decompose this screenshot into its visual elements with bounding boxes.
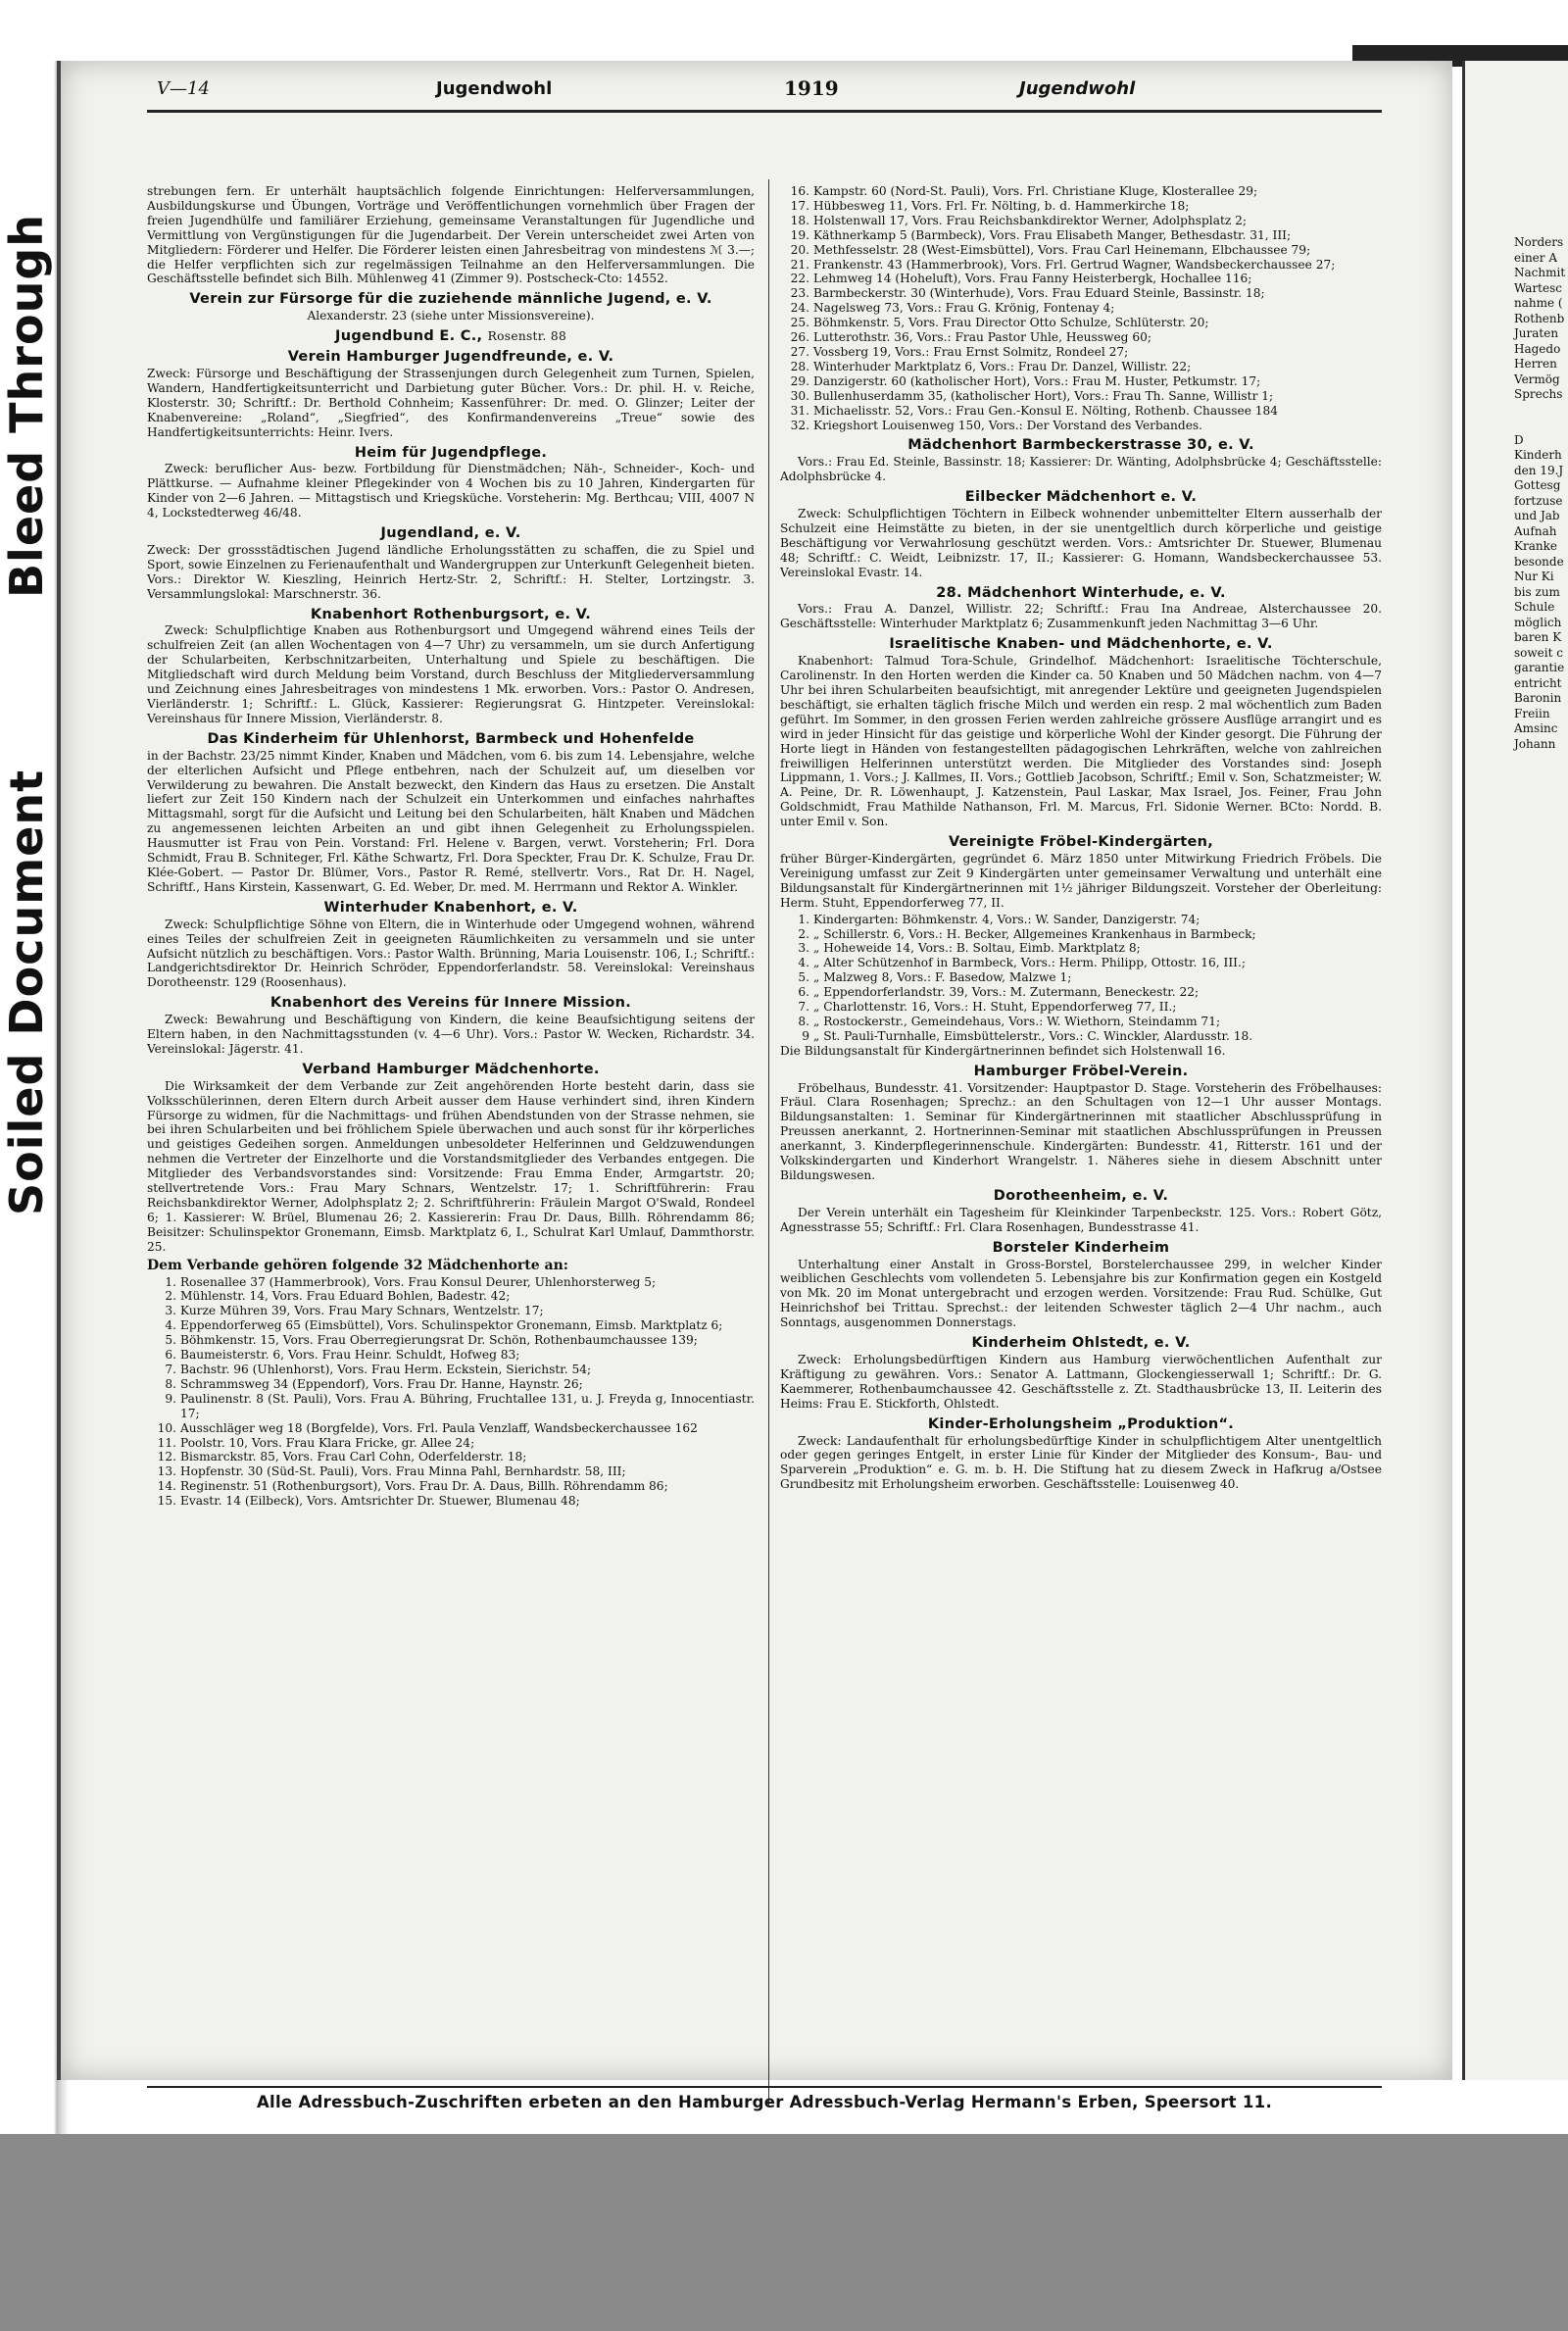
list-item <box>147 1494 755 1509</box>
facing-page-line: Kranke <box>1514 539 1557 553</box>
facing-page-text <box>1465 61 1568 752</box>
facing-page-line: soweit c <box>1514 645 1563 660</box>
list-item <box>780 184 1382 199</box>
section-text: Zweck: Bewahrung und Beschäftigung von Kindern, die keine Beaufsichtigung seitens der Eltern haben, in den Nachmittagsstunden (v. 4—6 Uhr). Vors.: Pastor W. Wecken, Richardstr. 34. Vereinslokal: Jägerstr. 41. <box>147 1013 755 1056</box>
list-item <box>780 941 1382 956</box>
list-item-number: 2. <box>798 926 809 941</box>
list-item-text: Hübbesweg 11, Vors. Frl. Fr. Nölting, b. d. Hammerkirche 18; <box>813 198 1190 213</box>
list-item <box>147 1421 755 1436</box>
list-item-text: Kindergarten: Böhmkenstr. 4, Vors.: W. Sander, Danzigerstr. 74; <box>813 912 1200 926</box>
running-title-right: Jugendwohl <box>1019 78 1136 99</box>
list-item-number: 7. <box>165 1362 176 1376</box>
facing-page-line: den 19.J <box>1514 463 1564 477</box>
section-title: Vereinigte Fröbel-Kindergärten, <box>948 834 1214 851</box>
section-address: Rosenstr. 88 <box>487 329 566 344</box>
list-item <box>780 316 1382 330</box>
page-number: V—14 <box>157 78 210 99</box>
header-rule <box>147 110 1382 113</box>
section-title: Borsteler Kinderheim <box>992 1239 1170 1256</box>
list-item-text: Paulinenstr. 8 (St. Pauli), Vors. Frau A. Bühring, Fruchtallee 131, u. J. Freyda g, Innocentiastr. 17; <box>180 1391 755 1420</box>
list-item <box>780 913 1382 927</box>
list-item <box>780 1029 1382 1044</box>
list-item-number: 32. <box>790 418 809 432</box>
section-title: Verband Hamburger Mädchenhorte. <box>302 1061 600 1077</box>
facing-page-line: Sprechs <box>1514 387 1563 401</box>
facing-page-line: Rothenb <box>1514 311 1565 325</box>
list-item-text: Danzigerstr. 60 (katholischer Hort), Vors.: Frau M. Huster, Petkumstr. 17; <box>813 373 1261 388</box>
list-item-number: 1. <box>165 1274 176 1289</box>
list-item <box>780 374 1382 389</box>
section-title: Verein zur Fürsorge für die zuziehende männliche Jugend, e. V. <box>189 291 712 308</box>
list-item-text: Barmbeckerstr. 30 (Winterhude), Vors. Frau Eduard Steinle, Bassinstr. 18; <box>813 286 1265 301</box>
list-item-text: Lehmweg 14 (Hoheluft), Vors. Frau Fanny Heisterbergk, Hochallee 116; <box>813 272 1252 286</box>
list-item <box>147 1304 755 1318</box>
facing-page-line: Freiin <box>1514 706 1550 720</box>
section-text: Zweck: Landaufenthalt für erholungsbedürftige Kinder in schulpflichtigem Alter unentgeltlich oder gegen geringes Entgelt, in erster Linie für Kinder der Mitglieder des Konsum-, Bau- und Sparverein „Produktion“ e. G. m. b. H. Die Stiftung hat zu diesem Zweck in Hafkrug a/Ostsee Grundbesitz mit Erholungsheim erworben. Geschäftsstelle: Louisenweg 40. <box>780 1433 1382 1492</box>
list-item-text: Nagelsweg 73, Vors.: Frau G. Krönig, Fontenay 4; <box>813 301 1115 316</box>
section-title: Kinderheim Ohlstedt, e. V. <box>971 1335 1191 1352</box>
section-title: Knabenhort Rothenburgsort, e. V. <box>310 606 592 622</box>
facing-page-line: garantie <box>1514 661 1565 674</box>
list-item-number: 6. <box>798 985 809 1000</box>
running-title-left: Jugendwohl <box>436 78 553 99</box>
list-item-text: Frankenstr. 43 (Hammerbrook), Vors. Frl. Gertrud Wagner, Wandsbeckerchaussee 27; <box>813 257 1336 272</box>
list-item <box>780 389 1382 404</box>
facing-page-line: Johann <box>1514 736 1556 751</box>
list-item <box>780 214 1382 228</box>
list-item <box>147 1392 755 1421</box>
list-item-number: 2. <box>165 1289 176 1304</box>
list-item-number: 31. <box>790 403 809 418</box>
list-item-number: 25. <box>790 316 809 330</box>
list-item-number: 5. <box>165 1333 176 1348</box>
list-item-text: Böhmkenstr. 15, Vors. Frau Oberregierungsrat Dr. Schön, Rothenbaumchaussee 139; <box>180 1333 698 1348</box>
list-item <box>147 1363 755 1377</box>
column-divider <box>768 179 769 2106</box>
list-item-number: 3. <box>798 941 809 956</box>
list-item-text: Poolstr. 10, Vors. Frau Klara Fricke, gr. Allee 24; <box>180 1435 475 1450</box>
list-item-number: 4. <box>798 956 809 970</box>
list-item-number: 15. <box>157 1494 176 1509</box>
list-item <box>780 199 1382 214</box>
list-heading: Dem Verbande gehören folgende 32 Mädchenhorte an: <box>147 1257 568 1273</box>
list-item-text: Kampstr. 60 (Nord-St. Pauli), Vors. Frl. Christiane Kluge, Klosterallee 29; <box>813 184 1258 198</box>
facing-page-line <box>1514 403 1568 419</box>
scan-top-margin <box>0 0 1568 61</box>
list-item-number: 17. <box>790 198 809 213</box>
hort-list-right <box>780 184 1382 432</box>
facing-page-line: möglich <box>1514 615 1562 629</box>
list-item-number: 9 <box>802 1028 809 1043</box>
list-item-text: „ Malzweg 8, Vors.: F. Basedow, Malzwe 1; <box>813 970 1072 985</box>
list-item-number: 9. <box>165 1391 176 1406</box>
list-item-text: Michaelisstr. 52, Vors.: Frau Gen.-Konsul E. Nölting, Rothenb. Chaussee 184 <box>813 403 1279 418</box>
list-item <box>780 404 1382 419</box>
list-item <box>780 258 1382 273</box>
list-item <box>780 301 1382 316</box>
list-item-number: 24. <box>790 301 809 316</box>
list-item <box>780 228 1382 243</box>
list-item-text: „ St. Pauli-Turnhalle, Eimsbüttelerstr., Vors.: C. Winckler, Alardusstr. 18. <box>813 1028 1253 1043</box>
section-text: Unterhaltung einer Anstalt in Gross-Borstel, Borstelerchaussee 299, in welcher Kinder weiblichen Geschlechts vom vollendeten 5. Lebensjahre bis zur Konfirmation gegen ein Kostgeld von Mk. 20 im Monat untergebracht und erzogen werden. Vorsitzende: Frau Rud. Schülke, Gut Heinrichshof bei Trittau. Sprechst.: der leitenden Schwester täglich 2—4 Uhr nachm., auch Sonntags, ausgenommen Donnerstags. <box>780 1257 1382 1330</box>
list-item-text: Baumeisterstr. 6, Vors. Frau Heinr. Schuldt, Hofweg 83; <box>180 1348 520 1363</box>
list-item-text: Kriegshort Louisenweg 150, Vors.: Der Vorstand des Verbandes. <box>813 418 1203 432</box>
list-item-text: Eppendorferweg 65 (Eimsbüttel), Vors. Schulinspektor Gronemann, Eimsb. Marktplatz 6; <box>180 1318 723 1333</box>
list-item-number: 10. <box>157 1420 176 1435</box>
list-item <box>780 330 1382 345</box>
section-text: Fröbelhaus, Bundesstr. 41. Vorsitzender: Hauptpastor D. Stage. Vorsteherin des Fröbelhauses: Fräul. Clara Rosenhagen; Sprechz.: an den Schultagen von 12—1 Uhr ausser Montags. Bildungsanstalten: 1. Seminar für Kindergärtnerinnen mit staatlicher Abschlussprüfung in Preussen anerkannt, 2. Hortnerinnen-Seminar mit staatlichen Abschlussprüfungen in Preussen anerkannt, 3. Kinderpflegerinnenschule. Kindergärten: Bundesstr. 41, Ritterstr. 161 und der Volkskindergarten und Kinderhort Wrangelstr. 1. Näheres siehe in diesem Abschnitt unter Bildungswesen. <box>780 1080 1382 1182</box>
facing-page-line: D <box>1514 432 1524 447</box>
list-item <box>780 956 1382 970</box>
facing-page-line: Nachmit <box>1514 266 1566 279</box>
section-title: 28. Mädchenhort Winterhude, e. V. <box>936 584 1226 601</box>
section-title: Knabenhort des Vereins für Innere Mission. <box>270 995 632 1012</box>
list-item <box>147 1333 755 1348</box>
section-text: in der Bachstr. 23/25 nimmt Kinder, Knaben und Mädchen, vom 6. bis zum 14. Lebensjahre, welche der elterlichen Aufsicht und Pflege entbehren, nach der Schulzeit auf, um dieselben vor Verwilderung zu bewahren. Die Anstalt bezweckt, den Kindern das Haus zu ersetzen. Die Anstalt liefert zur Zeit 150 Kindern nach der Schulzeit ein Unterkommen und einfaches nahrhaftes Mittagsmahl, sorgt für die Aufsicht und Leitung bei den Schularbeiten, hält Knaben und Mädchen zu angemessenen leichten Arbeiten an und gibt ihnen Gelegenheit zu Erholungsspielen. Hausmutter ist Frau von Pein. Vorstand: Frl. Helene v. Bargen, verwt. Vorsteherin; Frl. Dora Schmidt, Frau B. Schniteger, Frl. Käthe Schwartz, Frl. Dora Speckter, Frau Dr. K. Schulze, Frau Dr. Klée-Gobert. — Pastor Dr. Blümer, Vors., Pastor R. Remé, stellvertr. Vors., Rat Dr. H. Nagel, Schriftf., Hans Kirstein, Kassenwart, G. Ed. Weber, Dr. med. M. Herrmann und Rektor A. Winkler. <box>147 748 755 894</box>
list-item-text: Bismarckstr. 85, Vors. Frau Carl Cohn, Oderfelderstr. 18; <box>180 1450 527 1464</box>
list-item <box>147 1289 755 1304</box>
list-item <box>147 1450 755 1464</box>
list-item <box>147 1377 755 1392</box>
section-text: Zweck: Schulpflichtige Knaben aus Rothenburgsort und Umgegend während eines Teils der schulfreien Zeit (an allen Wochentagen von 4—7 Uhr) zu versammeln, um sie durch Anfertigung der Schularbeiten, Kerbschnitzarbeiten, Unterhaltung und Spiele zu beschäftigen. Die Mitgliedschaft wird durch Meldung beim Vorstand, durch Beschluss der Mitgliederversammlung und Zeichnung eines Jahresbeitrages von mindestens 1 Mk. erworben. Vors.: Pastor O. Andresen, Vierländerstr. 1; Schriftf.: L. Glück, Kassierer: Regierungsrat G. Hintzpeter. Vereinslokal: Vereinshaus für Innere Mission, Vierländerstr. 8. <box>147 623 755 725</box>
section-text: Vors.: Frau A. Danzel, Willistr. 22; Schriftf.: Frau Ina Andreae, Alsterchaussee 20. Geschäftsstelle: Winterhuder Marktplatz 6; Zusammenkunft jeden Nachmittag 3—6 Uhr. <box>780 602 1382 631</box>
facing-page-line: bis zum <box>1514 584 1560 599</box>
list-item-text: Ausschläger weg 18 (Borgfelde), Vors. Frl. Paula Venzlaff, Wandsbeckerchaussee 162 <box>180 1420 698 1435</box>
facing-page-line <box>1514 418 1568 433</box>
list-item-number: 22. <box>790 272 809 286</box>
list-item-text: Schrammsweg 34 (Eppendorf), Vors. Frau Dr. Hanne, Haynstr. 26; <box>180 1376 583 1391</box>
list-item <box>147 1275 755 1290</box>
list-item-text: Vossberg 19, Vors.: Frau Ernst Solmitz, Rondeel 27; <box>813 344 1129 359</box>
section-title: Israelitische Knaben- und Mädchenhorte, e. V. <box>889 636 1273 653</box>
list-item-number: 8. <box>798 1014 809 1028</box>
section-text: Zweck: Der grossstädtischen Jugend ländliche Erholungsstätten zu schaffen, die zu Spiel und Sport, sowie Einzelnen zu Ferienaufenthalt und Wandergruppen zur Unterkunft Gelegenheit bieten. Vors.: Direktor W. Kieszling, Heinrich Hertz-Str. 2, Schriftf.: H. Stelter, Lortzingstr. 3. Versammlungslokal: Marschnerstr. 36. <box>147 542 755 601</box>
section-text: Zweck: Fürsorge und Beschäftigung der Strassenjungen durch Gelegenheit zum Turnen, Spielen, Wandern, Handfertigkeitsunterricht und Darbietung guter Bücher. Vors.: Dr. phil. H. v. Reiche, Klosterstr. 30; Schriftf.: Dr. Berthold Cohnheim; Kassenführer: Dr. med. O. Glinzer; Leiter der Knabenvereine: „Roland“, „Siegfried“, des Konfirmandenvereins „Treue“ sowie des Handfertigkeitsunterrichts: Heinr. Ivers. <box>147 366 755 439</box>
list-item-number: 18. <box>790 213 809 227</box>
list-item <box>780 345 1382 360</box>
facing-page-line: Schule <box>1514 600 1555 614</box>
section-title: Winterhuder Knabenhort, e. V. <box>323 899 578 916</box>
page-footer: Alle Adressbuch-Zuschriften erbeten an den Hamburger Adressbuch-Verlag Hermann's Erben, Speersort 11. <box>256 2093 1273 2111</box>
list-item <box>147 1464 755 1479</box>
section-text: Der Verein unterhält ein Tagesheim für Kleinkinder Tarpenbeckstr. 125. Vors.: Robert Götz, Agnesstrasse 55; Schriftf.: Frl. Clara Rosenhagen, Bundesstrasse 41. <box>780 1205 1382 1234</box>
list-item-text: „ Schillerstr. 6, Vors.: H. Becker, Allgemeines Krankenhaus in Barmbeck; <box>813 926 1256 941</box>
section-title: Mädchenhort Barmbeckerstrasse 30, e. V. <box>907 437 1254 454</box>
section-text: früher Bürger-Kindergärten, gegründet 6. März 1850 unter Mitwirkung Friedrich Fröbels. Die Vereinigung umfasst zur Zeit 9 Kindergärten unter gemeinsamer Verwaltung und unterhält eine Bildungsanstalt für Kindergärtnerinnen mit 1½ jähriger Bildungszeit. Vorsteher der Oberleitung: Herm. Stuht, Eppendorferweg 77, II. <box>780 851 1382 910</box>
list-item-number: 8. <box>165 1376 176 1391</box>
facing-page-line: einer A <box>1514 250 1557 265</box>
facing-page-line: Herren <box>1514 357 1557 371</box>
list-item-text: Bullenhuserdamm 35, (katholischer Hort), Vors.: Frau Th. Sanne, Willistr 1; <box>813 388 1274 403</box>
intro-paragraph: strebungen fern. Er unterhält hauptsächlich folgende Einrichtungen: Helferversammlungen, Ausbildungskurse und Übungen, Vorträge und Veröffentlichungen vornehmlich über Fragen der freien Jugendhülfe und familiärer Erziehung, gemeinsame Veranstaltungen für Jugendliche und Vermittlung von Vergünstigungen für die Jugendarbeit. Der Verein unterscheidet zwei Arten von Mitgliedern: Förderer und Helfer. Die Förderer leisten einen Jahresbeitrag von mindestens ℳ 3.—; die Helfer verpflichten sich zur regelmässigen Teilnahme an den Helferversammlungen. Die Geschäftsstelle befindet sich Bilh. Mühlenweg 41 (Zimmer 9). Postscheck-Cto: 14552. <box>147 184 755 286</box>
list-item-number: 30. <box>790 388 809 403</box>
facing-page-line: Juraten <box>1514 326 1559 340</box>
list-item-number: 5. <box>798 970 809 985</box>
list-item-number: 20. <box>790 242 809 257</box>
list-item-text: Lutterothstr. 36, Vors.: Frau Pastor Uhle, Heussweg 60; <box>813 330 1152 345</box>
section-title: Verein Hamburger Jugendfreunde, e. V. <box>287 349 614 366</box>
list-item-text: „ Charlottenstr. 16, Vors.: H. Stuht, Eppendorferweg 77, II.; <box>813 1000 1177 1015</box>
footer-rule <box>147 2086 1382 2088</box>
list-item-text: Hopfenstr. 30 (Süd-St. Pauli), Vors. Frau Minna Pahl, Bernhardstr. 58, III; <box>180 1464 626 1479</box>
bleed-through-label: Bleed Through <box>0 213 53 598</box>
section-text: Vors.: Frau Ed. Steinle, Bassinstr. 18; Kassierer: Dr. Wänting, Adolphsbrücke 4; Geschäftsstelle: Adolphsbrücke 4. <box>780 455 1382 484</box>
list-item-number: 12. <box>157 1450 176 1464</box>
list-item <box>147 1479 755 1494</box>
list-item-number: 4. <box>165 1318 176 1333</box>
page-header <box>98 76 1392 106</box>
facing-page-line: und Jab <box>1514 509 1560 522</box>
list-item-number: 13. <box>157 1464 176 1479</box>
facing-page-line: baren K <box>1514 630 1562 644</box>
list-item-number: 1. <box>798 912 809 926</box>
list-item-text: Methfesselstr. 28 (West-Eimsbüttel), Vors. Frau Carl Heinemann, Elbchaussee 79; <box>813 242 1311 257</box>
list-item-number: 3. <box>165 1304 176 1318</box>
list-item-number: 11. <box>157 1435 176 1450</box>
facing-page-line: Wartesc <box>1514 280 1562 295</box>
list-item <box>780 243 1382 258</box>
soiled-document-label: Soiled Document <box>0 769 53 1215</box>
list-item <box>780 286 1382 301</box>
list-item-number: 6. <box>165 1348 176 1363</box>
list-item-text: Kurze Mühren 39, Vors. Frau Mary Schnars, Wentzelstr. 17; <box>180 1304 544 1318</box>
list-item <box>147 1318 755 1333</box>
facing-page-line: nahme ( <box>1514 296 1563 310</box>
section-title: Hamburger Fröbel-Verein. <box>973 1063 1189 1079</box>
section-title: Heim für Jugendpflege. <box>354 444 548 461</box>
section-title: Dorotheenheim, e. V. <box>993 1187 1169 1204</box>
list-item-text: Winterhuder Marktplatz 6, Vors.: Frau Dr. Danzel, Willistr. 22; <box>813 359 1192 373</box>
facing-page-fragment <box>1462 61 1568 2080</box>
section-text: Zweck: Schulpflichtigen Töchtern in Eilbeck wohnender unbemittelter Eltern ausserhalb der Schulzeit eine Heimstätte zu bieten, in der sie unentgeltlich durch körperliche und geistige Beschäftigung vor Verwahrlosung geschützt werden. Vors.: Amtsrichter Dr. Stuewer, Blumenau 48; Schriftf.: C. Weidt, Leibnizstr. 17, II.; Kassierer: G. Homann, Wandsbeckerchaussee 53. Vereinslokal Evastr. 14. <box>780 507 1382 579</box>
section-text: Zweck: beruflicher Aus- bezw. Fortbildung für Dienstmädchen; Näh-, Schneider-, Koch- und Plättkurse. — Aufnahme kleiner Pflegekinder von 4 Wochen bis zu 10 Jahren, Kindergarten für Kinder von 2—6 Jahren. — Mittagstisch und Kriegsküche. Vorsteherin: Mg. Berthcau; VIII, 4007 N 4, Lockstedterweg 46/48. <box>147 462 755 521</box>
list-item-text: Mühlenstr. 14, Vors. Frau Eduard Bohlen, Badestr. 42; <box>180 1289 511 1304</box>
list-item-text: „ Eppendorferlandstr. 39, Vors.: M. Zutermann, Beneckestr. 22; <box>813 985 1200 1000</box>
list-item-text: Käthnerkamp 5 (Barmbeck), Vors. Frau Elisabeth Manger, Bethesdastr. 31, III; <box>813 227 1292 242</box>
section-text: Die Wirksamkeit der dem Verbande zur Zeit angehörenden Horte besteht darin, dass sie Volksschülerinnen, deren Eltern durch Arbeit ausser dem Hause verhindert sind, ihren Kindern Fürsorge zu widmen, für die Nachmittags- und frühen Abendstunden von der Strasse nehmen, sie bei ihren Schularbeiten und bei fröhlichem Spiele überwachen und auch sonst für ihr körperliches und geistiges Gedeihen sorgen. Anmeldungen unbesoldeter Helferinnen und Geldzuwendungen nehmen die Vertreter der Einzelhorte und die Vorstandsmitglieder des Verbandes entgegen. Die Mitglieder des Verbandsvorstandes sind: Vorsitzende: Frau Emma Ender, Armgartstr. 20; stellvertretende Vors.: Frau Mary Schnars, Wentzelstr. 17; 1. Schriftführerin: Frau Reichsbankdirektor Werner, Adolphsplatz 2; 2. Schriftführerin: Fräulein Margot O'Swald, Rondeel 6; 1. Kassierer: W. Brüel, Blumenau 26; 2. Kassiererin: Frau Dr. Daus, Billh. Röhrendamm 86; Beisitzer: Schulinspektor Gronemann, Eimsb. Marktplatz 6, I., Schulrat Karl Umlauf, Dammthorstr. 25. <box>147 1078 755 1254</box>
list-item-number: 29. <box>790 373 809 388</box>
facing-page-line: Nur Ki <box>1514 570 1554 583</box>
list-item <box>780 927 1382 942</box>
list-item-text: Reginenstr. 51 (Rothenburgsort), Vors. Frau Dr. A. Daus, Billh. Röhrendamm 86; <box>180 1479 668 1494</box>
list-item-text: Bachstr. 96 (Uhlenhorst), Vors. Frau Herm. Eckstein, Sierichstr. 54; <box>180 1362 592 1376</box>
section-title: Jugendland, e. V. <box>380 525 521 542</box>
list-item <box>780 970 1382 985</box>
facing-page-line: Gottesg <box>1514 478 1561 492</box>
list-item-text: Evastr. 14 (Eilbeck), Vors. Amtsrichter Dr. Stuewer, Blumenau 48; <box>180 1494 580 1509</box>
list-item-text: „ Rostockerstr., Gemeindehaus, Vors.: W. Wiethorn, Steindamm 71; <box>813 1014 1221 1028</box>
section-text: Zweck: Schulpflichtige Söhne von Eltern, die in Winterhude oder Umgegend wohnen, während eines Teiles der schulfreien Zeit in geeigneten Räumlichkeiten zu versammeln und sie unter Aufsicht nützlich zu beschäftigen. Vors.: Pastor Walth. Brünning, Maria Louisenstr. 106, I.; Schriftf.: Landgerichtsdirektor Dr. Heinrich Schröder, Eppendorferlandstr. 58. Vereinslokal: Vereinshaus Dorotheenstr. 129 (Roosenhaus). <box>147 917 755 990</box>
list-item-number: 26. <box>790 330 809 345</box>
year: 1919 <box>784 76 839 100</box>
left-column <box>147 184 755 2331</box>
facing-page-line: Baronin <box>1514 691 1562 705</box>
list-item-text: Böhmkenstr. 5, Vors. Frau Director Otto Schulze, Schlüterstr. 20; <box>813 316 1209 330</box>
list-item <box>780 1000 1382 1015</box>
list-item-text: „ Hoheweide 14, Vors.: B. Soltau, Eimb. Marktplatz 8; <box>813 941 1141 956</box>
list-item-number: 14. <box>157 1479 176 1494</box>
right-column <box>780 184 1382 1494</box>
facing-page-line: Aufnah <box>1514 523 1557 538</box>
list-item <box>780 1015 1382 1029</box>
list-item-number: 28. <box>790 359 809 373</box>
list-item-number: 16. <box>790 184 809 198</box>
section-text: Knabenhort: Talmud Tora-Schule, Grindelhof. Mädchenhort: Israelitische Töchterschule, Carolinenstr. In den Horten werden die Kinder ca. 50 Knaben und 50 Mädchen nachm. von 4—7 Uhr bei ihren Schularbeiten beaufsichtigt, mit anregender Lektüre und geeigneten Jugendspielen beschäftigt, sie erhalten täglich frische Milch und werden ein resp. 2 mal wöchentlich zum Baden geführt. Im Sommer, in den grossen Ferien werden zahlreiche grössere Ausflüge arrangirt und es wird in jeder Hinsicht für das geistige und körperliche Wohl der Kinder gesorgt. Die Führung der Horte liegt in Händen von festangestellten pädagogischen Lehrkräften, welche von zahlreichen freiwilligen Helferinnen unterstützt werden. Die Mitglieder des Vorstandes sind: Joseph Lippmann, 1. Vors.; J. Kallmes, II. Vors.; Gottlieb Jacobson, Schriftf.; Emil v. Son, Schatzmeister; W. A. Peine, Dr. R. Löwenhaupt, J. Katzenstein, Paul Laskar, Max Israel, Jos. Feiner, Frau John Goldschmidt, Frau Mathilde Nathanson, Frl. M. Marcus, Frl. Sidonie Werner. BCto: Nordd. B. unter Emil v. Son. <box>780 654 1382 829</box>
list-item-text: Rosenallee 37 (Hammerbrook), Vors. Frau Konsul Deurer, Uhlenhorsterweg 5; <box>180 1274 657 1289</box>
list-item-number: 19. <box>790 227 809 242</box>
list-item <box>780 360 1382 374</box>
facing-page-line: Vermög <box>1514 372 1560 386</box>
list-item <box>147 1436 755 1451</box>
section-title: Eilbecker Mädchenhort e. V. <box>964 489 1198 506</box>
facing-page-line: Norders <box>1514 235 1564 249</box>
list-item-number: 23. <box>790 286 809 301</box>
list-item-number: 7. <box>798 1000 809 1015</box>
hort-list-left <box>147 1275 755 1510</box>
facing-page-line: Hagedo <box>1514 341 1561 356</box>
list-item-text: Holstenwall 17, Vors. Frau Reichsbankdirektor Werner, Adolphsplatz 2; <box>813 213 1248 227</box>
list-item-text: „ Alter Schützenhof in Barmbeck, Vors.: Herm. Philipp, Ottostr. 16, III.; <box>813 956 1246 970</box>
list-item-number: 27. <box>790 344 809 359</box>
section-title <box>147 329 755 344</box>
list-item <box>780 985 1382 1000</box>
section-text: Zweck: Erholungsbedürftigen Kindern aus Hamburg vierwöchentlichen Aufenthalt zur Kräftigung zu gewähren. Vors.: Senator A. Lattmann, Glockengiesserwall 1; Schriftf.: Dr. G. Kaemmerer, Rothenbaumchaussee 42. Geschäftsstelle z. Zt. Stadthausbrücke 13, II. Leiterin des Heims: Frau E. Stickforth, Ohlstedt. <box>780 1352 1382 1411</box>
section-text: Die Bildungsanstalt für Kindergärtnerinnen befindet sich Holstenwall 16. <box>780 1043 1226 1058</box>
list-item-number: 21. <box>790 257 809 272</box>
list-item <box>780 272 1382 286</box>
list-item <box>147 1348 755 1363</box>
list-item <box>780 419 1382 433</box>
section-title-text: Jugendbund E. C., <box>335 328 483 345</box>
facing-page-line: entricht <box>1514 675 1562 690</box>
facing-page-line: Amsinc <box>1514 721 1558 735</box>
section-text: Alexanderstr. 23 (siehe unter Missionsvereine). <box>307 309 595 323</box>
kindergarten-list <box>780 913 1382 1044</box>
section-title: Das Kinderheim für Uhlenhorst, Barmbeck und Hohenfelde <box>207 730 695 747</box>
section-title: Kinder-Erholungsheim „Produktion“. <box>927 1415 1235 1432</box>
facing-page-line: Kinderh <box>1514 448 1562 462</box>
facing-page-line: besonde <box>1514 554 1564 569</box>
facing-page-line: fortzuse <box>1514 493 1563 508</box>
